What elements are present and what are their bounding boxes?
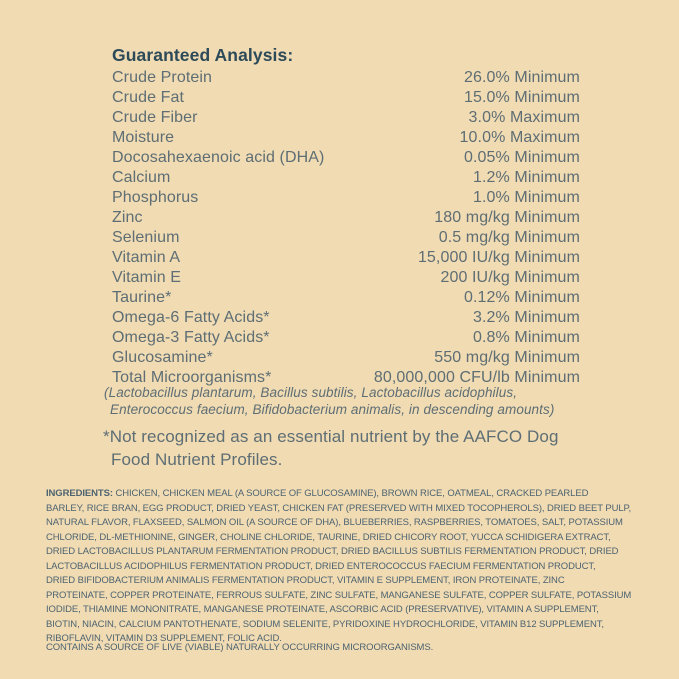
ga-row-omega6 (112, 308, 580, 328)
ga-row-dha (112, 148, 580, 168)
nutrient-value: 80,000,000 CFU/lb Minimum (373, 369, 580, 386)
ingredients-line: CHLORIDE, DL-METHIONINE, GINGER, CHOLINE CHLORIDE, TAURINE, DRIED CHICORY ROOT, YUCCA SCHIDIGERA EXTRACT, (46, 531, 611, 543)
ingredients-line: RIBOFLAVIN, VITAMIN D3 SUPPLEMENT, FOLIC ACID. (46, 633, 282, 644)
nutrient-value: 0.5 mg/kg Minimum (438, 229, 580, 246)
nutrient-value: 550 mg/kg Minimum (434, 349, 580, 366)
nutrient-name: Omega-6 Fatty Acids* (112, 309, 270, 326)
nutrient-value: 0.05% Minimum (463, 149, 580, 166)
ga-row-crude-fat (112, 88, 580, 108)
nutrient-value: 26.0% Minimum (463, 69, 580, 86)
nutrient-name: Moisture (112, 129, 175, 146)
microorganisms-species-note (104, 385, 554, 418)
ingredients-line: BARLEY, RICE BRAN, EGG PRODUCT, DRIED YEAST, CHICKEN FAT (PRESERVED WITH MIXED TOCOPHEROLS), DRIED BEET PULP, (46, 502, 632, 514)
guaranteed-analysis-heading: Guaranteed Analysis: (112, 45, 294, 65)
nutrient-name: Crude Fiber (112, 109, 198, 126)
nutrient-name: Selenium (112, 229, 180, 246)
nutrient-name: Phosphorus (112, 189, 199, 206)
nutrient-value: 200 IU/kg Minimum (440, 269, 580, 286)
ga-row-moisture (112, 128, 580, 148)
ga-row-selenium (112, 228, 580, 248)
ga-row-zinc (112, 208, 580, 228)
nutrient-value: 15.0% Minimum (463, 89, 580, 106)
ga-row-phosphorus (112, 188, 580, 208)
ingredients-label: INGREDIENTS: (46, 488, 113, 499)
nutrient-name: Crude Fat (112, 89, 185, 106)
ingredients-line: DRIED LACTOBACILLUS PLANTARUM FERMENTATION PRODUCT, DRIED BACILLUS SUBTILIS FERMENTATION PRODUCT, DRIED (46, 546, 619, 557)
ga-row-calcium (112, 168, 580, 188)
ingredients-line: DRIED BIFIDOBACTERIUM ANIMALIS FERMENTATION PRODUCT, VITAMIN E SUPPLEMENT, IRON PROTEINATE, ZINC (46, 575, 565, 586)
nutrient-value: 1.2% Minimum (472, 169, 580, 186)
ingredients-line: LACTOBACILLUS ACIDOPHILUS FERMENTATION PRODUCT, DRIED ENTEROCOCCUS FAECIUM FERMENTATION PRODUCT, (46, 560, 596, 572)
microorganisms-note-line: (Lactobacillus plantarum, Bacillus subtilis, Lactobacillus acidophilus, (104, 385, 518, 400)
ga-row-omega3 (112, 328, 580, 348)
nutrient-value: 3.2% Minimum (472, 309, 580, 326)
ga-row-vitamin-a (112, 248, 580, 268)
nutrient-name: Omega-3 Fatty Acids* (112, 329, 270, 346)
nutrient-value: 180 mg/kg Minimum (434, 209, 580, 226)
nutrient-value: 15,000 IU/kg Minimum (417, 249, 580, 266)
ingredients-paragraph (46, 487, 631, 647)
nutrient-value: 0.8% Minimum (472, 329, 580, 346)
nutrient-name: Docosahexaenoic acid (DHA) (112, 149, 325, 166)
nutrient-name: Total Microorganisms* (112, 369, 272, 386)
nutrient-name: Vitamin A (112, 249, 181, 266)
ingredients-line (46, 487, 631, 502)
nutrient-value: 3.0% Maximum (468, 109, 580, 126)
nutrient-value: 0.12% Minimum (463, 289, 580, 306)
aafco-footnote-line: *Not recognized as an essential nutrient by the AAFCO Dog (103, 427, 559, 446)
microorganisms-note-line: Enterococcus faecium, Bifidobacterium animalis, in descending amounts) (110, 401, 555, 417)
ga-row-glucosamine (112, 348, 580, 368)
nutrient-name: Crude Protein (112, 69, 213, 86)
ga-row-taurine (112, 288, 580, 308)
aafco-footnote (103, 425, 559, 471)
nutrient-name: Glucosamine* (112, 349, 213, 366)
ingredients-line: IODIDE, THIAMINE MONONITRATE, MANGANESE PROTEINATE, ASCORBIC ACID (PRESERVATIVE), VITAMIN A SUPPLEMENT, (46, 604, 599, 615)
nutrient-name: Taurine* (112, 289, 172, 306)
ingredients-line: NATURAL FLAVOR, FLAXSEED, SALMON OIL (A SOURCE OF DHA), BLUEBERRIES, RASPBERRIES, TOMATOES, SALT, POTASSIUM (46, 517, 623, 528)
ingredients-line: BIOTIN, NIACIN, CALCIUM PANTOTHENATE, SODIUM SELENITE, PYRIDOXINE HYDROCHLORIDE, VITAMIN B12 SUPPLEMENT, (46, 618, 604, 630)
ga-row-vitamin-e (112, 268, 580, 288)
ingredients-line: PROTEINATE, COPPER PROTEINATE, FERROUS SULFATE, ZINC SULFATE, MANGANESE SULFATE, COPPER SULFATE, POTASSIUM (46, 589, 632, 601)
nutrient-name: Calcium (112, 169, 171, 186)
ingredients-line-text: CHICKEN, CHICKEN MEAL (A SOURCE OF GLUCOSAMINE), BROWN RICE, OATMEAL, CRACKED PEARLED (115, 488, 589, 499)
nutrient-name: Vitamin E (112, 269, 182, 286)
nutrient-name: Zinc (112, 209, 143, 226)
ga-row-crude-protein (112, 68, 580, 88)
nutrient-value: 10.0% Maximum (459, 129, 580, 146)
nutrient-value: 1.0% Minimum (472, 189, 580, 206)
ga-row-crude-fiber (112, 108, 580, 128)
contains-live-microorganisms-note: CONTAINS A SOURCE OF LIVE (VIABLE) NATURALLY OCCURRING MICROORGANISMS. (46, 642, 434, 653)
guaranteed-analysis-section (112, 45, 580, 388)
aafco-footnote-line: Food Nutrient Profiles. (111, 450, 283, 469)
